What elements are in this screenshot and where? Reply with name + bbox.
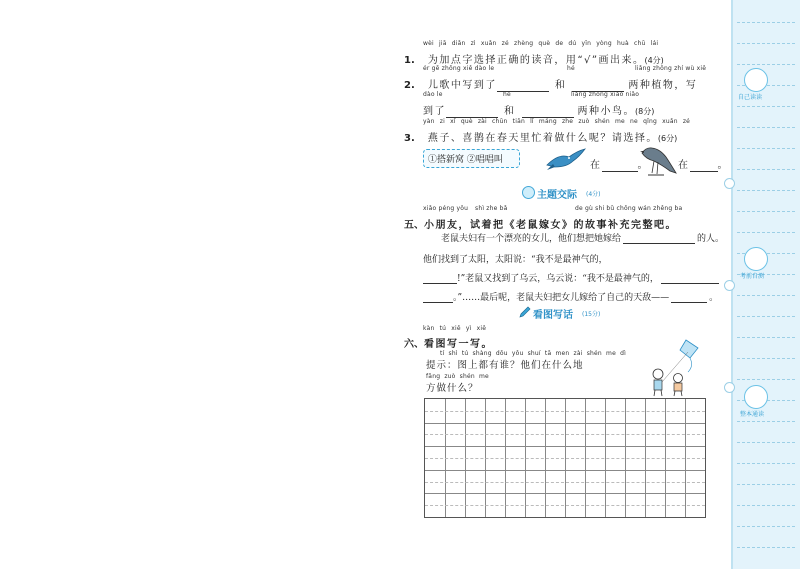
- pinyin-syllable: me: [615, 118, 631, 125]
- pinyin-syllable: zuò: [578, 118, 595, 125]
- pinyin-syllable: xǐ: [450, 118, 461, 125]
- sidebar-dashed-line: [737, 22, 795, 23]
- pinyin-syllable: me: [606, 350, 621, 357]
- sidebar-badge-3-label: 整本通读: [740, 411, 765, 418]
- sidebar-dashed-line: [737, 190, 795, 191]
- swallow-illustration: [545, 147, 587, 171]
- q1-number: 1.: [404, 55, 415, 66]
- pinyin-syllable: zài: [573, 350, 587, 357]
- question-5-title: [404, 213, 677, 232]
- grid-guide-line: [425, 482, 705, 483]
- pinyin-syllable: jiā: [438, 40, 452, 47]
- q6-hint-pinyin: [440, 350, 626, 357]
- pinyin-syllable: yǒu: [511, 350, 528, 357]
- sidebar-badge-2: [744, 247, 768, 271]
- q6-hint-pinyin-2: [426, 373, 489, 380]
- sidebar-dashed-line: [737, 295, 795, 296]
- story-text-4: 。”……最后呢，老鼠夫妇把女儿嫁给了自己的天敌——: [453, 293, 670, 303]
- pencil-icon: [518, 305, 532, 319]
- q5-title: 小朋友，试着把《老鼠嫁女》的故事补充完整吧。: [424, 220, 677, 231]
- question-2-line-1: [404, 73, 697, 92]
- q3-text: 燕子、喜鹊在春天里忙着做什么呢？请选择。: [427, 133, 658, 144]
- binding-hole-1: [724, 178, 735, 189]
- q5-label: 五、: [404, 220, 424, 231]
- sidebar-dashed-line: [737, 379, 795, 380]
- pinyin-syllable: lǐ: [530, 118, 539, 125]
- sidebar-dashed-line: [737, 547, 795, 548]
- q1-pinyin: [423, 40, 658, 47]
- worksheet-page: wèi jiā diǎn zì xuǎn zé zhèng què de dú yīn yòng huà chū lái 1. 为加点字选择正确的读音，用“√”画出来。(4分) ér gē zhōng xiě dào le hé liǎng zhǒng zhí wù xiě 2. 儿歌中写到了 和 两种植物，写 dào le hé liǎng zhǒng xiǎo niǎo 到了 和 两种小鸟。(8分) yàn zi xǐ què zài chūn tiān lǐ máng zhe zuò shén me ne qǐng xuǎn zé 3. 燕子、喜鹊在春天里忙着做什么呢？请选择。(6分) ①搭新窝 ②唱唱叫 在 。 在 。 主题交际 (4分) xiǎo péng yǒu shì zhe bǎ de gù shi bǔ chōng wán zhěng ba 五、小朋友，试着把《老鼠嫁女》的故事补充完整吧。 老鼠夫妇有一个漂亮的女儿，他们想把她嫁给 的人。 他们找到了太阳，太阳说：“我不是最神气的， !”老鼠又找到了乌云，乌云说：“我不是最神气的， 。”……最后呢，老鼠夫妇把女儿嫁给了自己的天敌—— 。 看图写话 (15分) kàn tú xiě yì xiě 六、看图写一写。 tí shì tú shàng dōu yǒu shuí tā men zài shén me dì 提示：图上都有谁？他们在什么地 fāng zuò shén me 方做什么？ 自己读读 考前自测 整本通读: [0, 0, 800, 569]
- sidebar-dashed-line: [737, 148, 795, 149]
- story-line-1: [441, 231, 724, 244]
- story-line-2: [423, 252, 608, 265]
- q1-text-b: 画出来。: [598, 55, 645, 66]
- grid-row-line: [425, 493, 705, 494]
- pinyin-syllable: shén: [459, 373, 479, 380]
- sidebar-dashed-line: [737, 526, 795, 527]
- binding-hole-2: [724, 280, 735, 291]
- q3-blank-1[interactable]: [602, 171, 638, 172]
- question-2-line-2: [423, 99, 654, 118]
- story-blank-3[interactable]: [661, 283, 719, 284]
- pinyin-syllable: zé: [501, 40, 515, 47]
- sidebar-dashed-line: [737, 505, 795, 506]
- story-blank-1[interactable]: [623, 243, 695, 244]
- story-text-3: !”老鼠又找到了乌云，乌云说：“我不是最神气的，: [457, 274, 659, 284]
- sidebar-dashed-line: [737, 127, 795, 128]
- sidebar-dashed-line: [737, 43, 795, 44]
- q3-fill-1-label: 在: [590, 160, 602, 171]
- question-3: [404, 126, 677, 145]
- story-text-1: 老鼠夫妇有一个漂亮的女儿，他们想把她嫁给: [441, 234, 622, 244]
- story-text-1-end: 的人。: [697, 234, 725, 244]
- pinyin-syllable: máng: [538, 118, 562, 125]
- q3-options-box: [423, 149, 520, 168]
- pinyin-syllable: fāng: [426, 373, 445, 380]
- pinyin-syllable: shì: [448, 350, 462, 357]
- pinyin-syllable: tiān: [512, 118, 531, 125]
- pinyin-syllable: yīn: [581, 40, 597, 47]
- sidebar-dashed-line: [737, 442, 795, 443]
- pinyin-syllable: chūn: [492, 118, 513, 125]
- pinyin-syllable: dú: [568, 40, 582, 47]
- sidebar-dashed-line: [737, 169, 795, 170]
- pinyin-syllable: tú: [439, 325, 452, 332]
- q6-hint: 提示：图上都有谁？他们在什么地: [426, 360, 584, 371]
- pinyin-syllable: zì: [470, 40, 481, 47]
- sidebar-dashed-line: [737, 463, 795, 464]
- story-line-4: [423, 290, 718, 303]
- sidebar-badge-3: [744, 385, 768, 409]
- pinyin-syllable: chū: [634, 40, 651, 47]
- q3-number: 3.: [404, 133, 415, 144]
- q3-blank-2[interactable]: [690, 171, 718, 172]
- question-6-title: [404, 332, 493, 351]
- sidebar-dashed-line: [737, 337, 795, 338]
- q6-label: 六、: [404, 339, 424, 350]
- pinyin-syllable: xiě: [451, 325, 466, 332]
- q2-text-d: 到了: [423, 106, 446, 117]
- sidebar-dashed-line: [737, 421, 795, 422]
- story-blank-4[interactable]: [423, 302, 453, 303]
- sidebar-badge-1-label: 自己读读: [738, 94, 763, 101]
- q3-score: (6分): [657, 134, 678, 143]
- q3-fill-2-end: 。: [717, 160, 729, 171]
- sidebar-dashed-line: [737, 232, 795, 233]
- pinyin-syllable: shàng: [472, 350, 496, 357]
- magpie-illustration: [637, 139, 680, 179]
- pinyin-syllable: shén: [586, 350, 607, 357]
- sidebar-dashed-line: [737, 316, 795, 317]
- pinyin-syllable: shén: [594, 118, 615, 125]
- write-banner-title: 看图写话: [533, 310, 573, 321]
- sidebar-badge-1: [744, 68, 768, 92]
- pinyin-syllable: dì: [620, 350, 626, 357]
- writing-grid[interactable]: [424, 398, 706, 518]
- grid-guide-line: [425, 411, 705, 412]
- theme-banner-title: 主题交际: [537, 190, 577, 201]
- q2-text-b: 和: [554, 80, 567, 91]
- pinyin-syllable: me: [479, 373, 489, 380]
- pinyin-syllable: lái: [650, 40, 659, 47]
- q2-text-c: 两种植物，写: [628, 80, 698, 91]
- pinyin-syllable: zhèng: [514, 40, 539, 47]
- q3-fill-2: [678, 153, 729, 172]
- sidebar-dashed-line: [737, 211, 795, 212]
- q3-options: ①搭新窝 ②唱唱叫: [428, 155, 503, 165]
- pinyin-syllable: kàn: [423, 325, 440, 332]
- theme-banner-icon: [522, 186, 535, 199]
- q1-score: (4分): [644, 56, 664, 65]
- q1-check: “√”: [577, 55, 599, 66]
- pinyin-syllable: ne: [630, 118, 644, 125]
- pinyin-syllable: huà: [617, 40, 635, 47]
- pinyin-syllable: qǐng: [643, 118, 663, 125]
- pinyin-syllable: wèi: [423, 40, 439, 47]
- grid-row-line: [425, 470, 705, 471]
- pinyin-syllable: yì: [465, 325, 477, 332]
- sidebar-badge-2-label: 考前自测: [740, 273, 765, 280]
- sidebar-dashed-line: [737, 358, 795, 359]
- pinyin-syllable: què: [538, 40, 556, 47]
- write-banner-score: (15分): [582, 311, 601, 318]
- story-text-2: 他们找到了太阳，太阳说：“我不是最神气的，: [423, 255, 608, 265]
- grid-row-line: [425, 423, 705, 424]
- pinyin-syllable: yàn: [423, 118, 440, 125]
- binding-hole-3: [724, 382, 735, 393]
- pinyin-syllable: zài: [477, 118, 493, 125]
- q2-number: 2.: [404, 80, 415, 91]
- story-blank-5[interactable]: [671, 302, 707, 303]
- pinyin-syllable: zé: [682, 118, 691, 125]
- pinyin-syllable: xiě: [476, 325, 487, 332]
- q2-text-e: 和: [504, 106, 516, 117]
- pinyin-syllable: xuǎn: [662, 118, 683, 125]
- theme-banner-score: (4分): [586, 191, 601, 198]
- story-blank-2[interactable]: [423, 283, 457, 284]
- sidebar-dashed-line: [737, 484, 795, 485]
- story-text-4-end: 。: [709, 293, 719, 303]
- pinyin-syllable: shuí: [527, 350, 545, 357]
- pinyin-syllable: zhe: [561, 118, 579, 125]
- q3-pinyin: [423, 118, 690, 125]
- pinyin-syllable: tí: [440, 350, 449, 357]
- q3-fill-1-end: 。: [637, 160, 649, 171]
- pinyin-syllable: tā: [544, 350, 556, 357]
- q1-text-a: 为加点字选择正确的读音，用: [427, 55, 578, 66]
- q6-pinyin: [423, 325, 486, 332]
- q2-text-a: 儿歌中写到了: [427, 80, 497, 91]
- pinyin-syllable: zi: [439, 118, 451, 125]
- q3-fill-2-label: 在: [678, 160, 690, 171]
- pinyin-syllable: xuǎn: [480, 40, 502, 47]
- q6-hint-2: 方做什么？: [426, 383, 479, 394]
- pinyin-syllable: zuò: [444, 373, 460, 380]
- sidebar-dashed-line: [737, 64, 795, 65]
- grid-guide-line: [425, 458, 705, 459]
- q2-text-f: 两种小鸟。: [577, 106, 635, 117]
- q6-title: 看图写一写。: [424, 339, 493, 350]
- grid-guide-line: [425, 505, 705, 506]
- kids-kite-illustration: [640, 338, 706, 398]
- sidebar-dashed-line: [737, 106, 795, 107]
- pinyin-syllable: yòng: [596, 40, 618, 47]
- pinyin-syllable: men: [555, 350, 574, 357]
- pinyin-syllable: diǎn: [451, 40, 471, 47]
- story-line-3: [423, 271, 719, 284]
- pinyin-syllable: de: [555, 40, 569, 47]
- pinyin-syllable: dōu: [495, 350, 512, 357]
- q2-score: (8分): [635, 107, 655, 116]
- pinyin-syllable: tú: [461, 350, 473, 357]
- pinyin-syllable: què: [460, 118, 478, 125]
- grid-guide-line: [425, 434, 705, 435]
- grid-row-line: [425, 446, 705, 447]
